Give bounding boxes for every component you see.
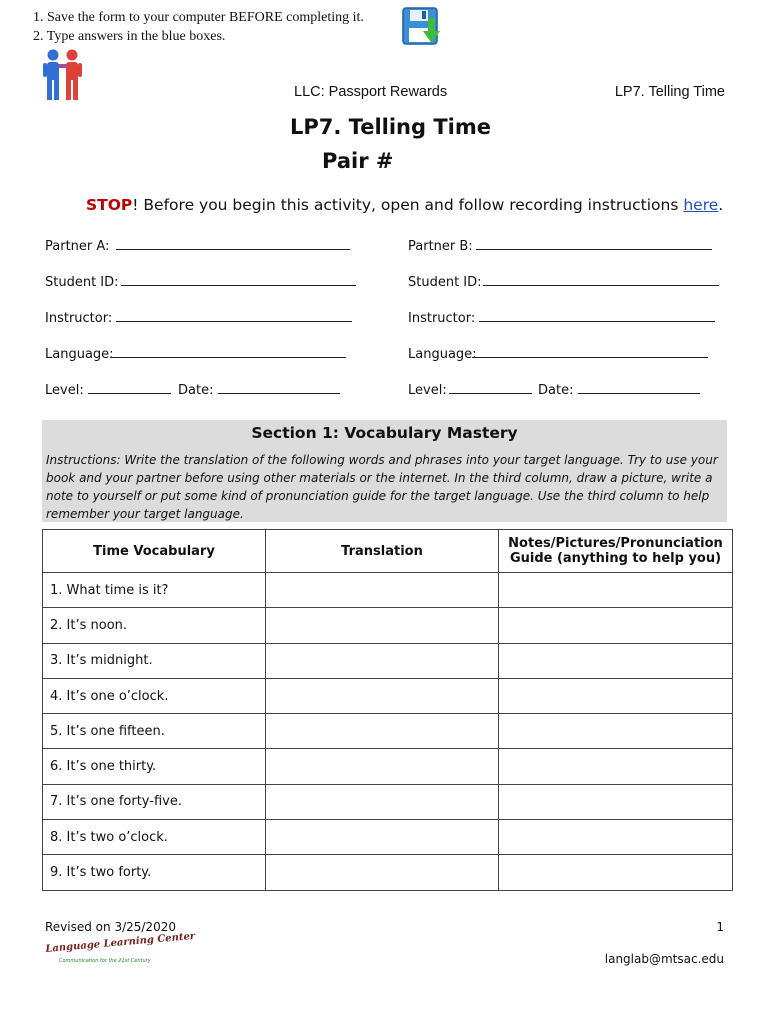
partner-b-field[interactable]: [476, 249, 712, 250]
notes-cell[interactable]: [499, 678, 733, 713]
language-b-field[interactable]: [472, 357, 708, 358]
header-notes: Notes/Pictures/Pronunciation Guide (anything to help you): [499, 530, 733, 573]
instructor-a-label: Instructor:: [45, 311, 113, 326]
student-id-a-label: Student ID:: [45, 275, 119, 290]
stop-text: ! Before you begin this activity, open and follow recording instructions: [132, 196, 684, 214]
stop-end: .: [718, 196, 724, 214]
vocab-item: 4. It’s one o’clock.: [43, 678, 266, 713]
instructor-b-label: Instructor:: [408, 311, 476, 326]
stop-word: STOP: [86, 196, 133, 214]
header-lesson: LP7. Telling Time: [614, 84, 725, 100]
notes-cell[interactable]: [499, 784, 733, 819]
vocab-item: 8. It’s two o’clock.: [43, 820, 266, 855]
translation-cell[interactable]: [266, 820, 499, 855]
pair-label: Pair #: [322, 149, 394, 173]
contact-email: langlab@mtsac.edu: [604, 952, 724, 966]
translation-cell[interactable]: [266, 749, 499, 784]
table-header-row: [43, 530, 733, 573]
notes-cell[interactable]: [499, 608, 733, 643]
instructor-a-field[interactable]: [116, 321, 352, 322]
page-number: 1: [716, 920, 724, 934]
language-a-label: Language:: [45, 347, 114, 362]
page-title: LP7. Telling Time: [290, 115, 491, 139]
language-center-logo: [45, 930, 196, 968]
translation-cell[interactable]: [266, 784, 499, 819]
translation-cell[interactable]: [266, 714, 499, 749]
vocab-item: 9. It’s two forty.: [43, 855, 266, 890]
section-1-box: [42, 420, 727, 522]
notes-cell[interactable]: [499, 573, 733, 608]
vocab-item: 7. It’s one forty-five.: [43, 784, 266, 819]
two-people-icon: [43, 48, 83, 102]
date-b-label: Date:: [538, 383, 574, 398]
table-row: [43, 784, 733, 819]
level-a-field[interactable]: [88, 393, 171, 394]
stop-notice: [86, 196, 723, 214]
partner-a-field[interactable]: [116, 249, 350, 250]
vocab-item: 2. It’s noon.: [43, 608, 266, 643]
student-id-b-label: Student ID:: [408, 275, 482, 290]
level-b-label: Level:: [408, 383, 447, 398]
date-b-field[interactable]: [578, 393, 700, 394]
vocabulary-table: [42, 529, 733, 891]
recording-instructions-link[interactable]: here: [683, 196, 719, 214]
language-a-field[interactable]: [110, 357, 346, 358]
level-a-label: Level:: [45, 383, 84, 398]
date-a-field[interactable]: [218, 393, 340, 394]
table-row: [43, 855, 733, 890]
translation-cell[interactable]: [266, 608, 499, 643]
notes-cell[interactable]: [499, 820, 733, 855]
notes-cell[interactable]: [499, 643, 733, 678]
logo-tagline: Communication for the 21st Century: [59, 958, 151, 964]
notes-cell[interactable]: [499, 714, 733, 749]
revised-date: Revised on 3/25/2020: [45, 920, 176, 934]
header-translation: Translation: [266, 530, 499, 573]
partner-a-label: Partner A:: [45, 239, 110, 254]
level-b-field[interactable]: [449, 393, 532, 394]
vocab-item: 6. It’s one thirty.: [43, 749, 266, 784]
instruction-line-1: 1. Save the form to your computer BEFORE completing it.: [33, 10, 364, 25]
vocab-item: 5. It’s one fifteen.: [43, 714, 266, 749]
table-row: [43, 820, 733, 855]
table-row: [43, 714, 733, 749]
table-row: [43, 643, 733, 678]
header-time-vocabulary: Time Vocabulary: [43, 530, 266, 573]
student-id-b-field[interactable]: [483, 285, 719, 286]
translation-cell[interactable]: [266, 643, 499, 678]
translation-cell[interactable]: [266, 573, 499, 608]
translation-cell[interactable]: [266, 855, 499, 890]
table-row: [43, 678, 733, 713]
section-instructions: Instructions: Write the translation of the following words and phrases into your target language. Try to use your book and your partner before using other materials or the internet. In the third column, draw a picture, write a note to yourself or put some kind of pronunciation guide for the target language. Use the third column to help remember your target language.: [46, 453, 718, 521]
instructor-b-field[interactable]: [479, 321, 715, 322]
date-a-label: Date:: [178, 383, 214, 398]
partner-b-label: Partner B:: [408, 239, 473, 254]
language-b-label: Language:: [408, 347, 477, 362]
table-row: [43, 608, 733, 643]
translation-cell[interactable]: [266, 678, 499, 713]
instruction-line-2: 2. Type answers in the blue boxes.: [33, 29, 226, 44]
header-course: LLC: Passport Rewards: [294, 84, 448, 100]
student-id-a-field[interactable]: [121, 285, 356, 286]
vocab-item: 3. It’s midnight.: [43, 643, 266, 678]
notes-cell[interactable]: [499, 749, 733, 784]
notes-cell[interactable]: [499, 855, 733, 890]
table-row: [43, 573, 733, 608]
save-floppy-icon[interactable]: [402, 6, 442, 48]
logo-text: Language Learning Center: [45, 930, 196, 955]
table-row: [43, 749, 733, 784]
vocab-item: 1. What time is it?: [43, 573, 266, 608]
section-title: Section 1: Vocabulary Mastery: [251, 424, 518, 442]
